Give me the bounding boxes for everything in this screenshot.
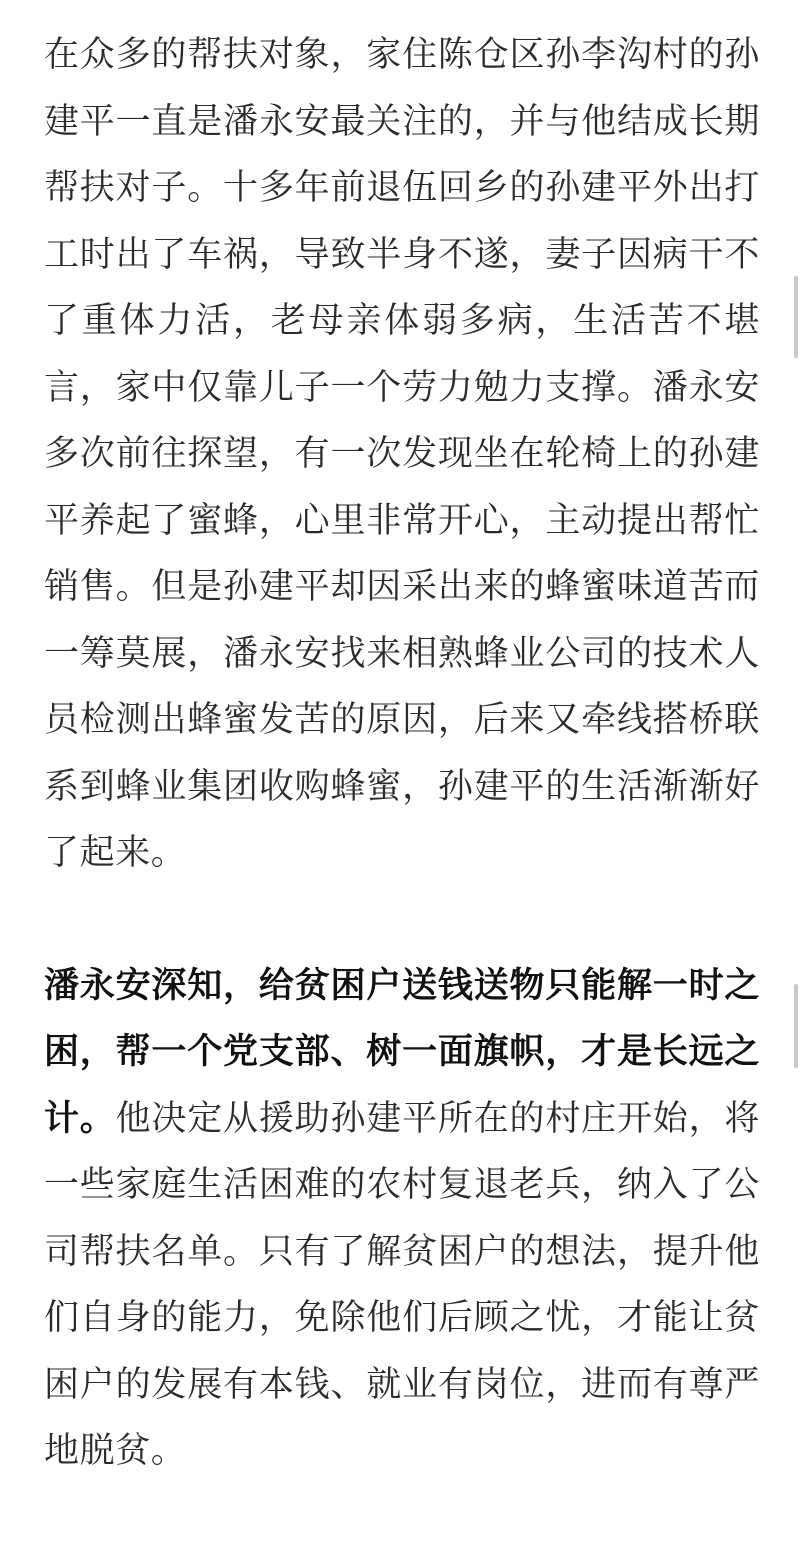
scroll-indicator[interactable] [794, 276, 798, 358]
bold-lead-sentence: 潘永安深知，给贫困户送钱送物只能解一时之困，帮一个党支部、树一面旗帜，才是长远之计。 [44, 965, 760, 1139]
paragraph-continuation: 他决定从援助孙建平所在的村庄开始，将一些家庭生活困难的农村复退老兵，纳入了公司帮扶名单。只有了解贫困户的想法，提升他们自身的能力，免除他们后顾之忧，才能让贫困户的发展有本钱、就业有岗位，进而有尊严地脱贫。 [44, 1098, 760, 1471]
scroll-indicator[interactable] [794, 984, 798, 1068]
paragraph-sun-jianping-story: 在众多的帮扶对象，家住陈仓区孙李沟村的孙建平一直是潘永安最关注的，并与他结成长期帮扶对子。十多年前退伍回乡的孙建平外出打工时出了车祸，导致半身不遂，妻子因病干不了重体力活，老母亲体弱多病，生活苦不堪言，家中仅靠儿子一个劳力勉力支撑。潘永安多次前往探望，有一次发现坐在轮椅上的孙建平养起了蜜蜂，心里非常开心，主动提出帮忙销售。但是孙建平却因采出来的蜂蜜味道苦而一筹莫展，潘永安找来相熟蜂业公司的技术人员检测出蜂蜜发苦的原因，后来又牵线搭桥联系到蜂业集团收购蜂蜜，孙建平的生活渐渐好了起来。 [44, 35, 760, 873]
article-body [44, 22, 760, 1485]
paragraph-pan-yongan-plan [44, 953, 760, 1485]
